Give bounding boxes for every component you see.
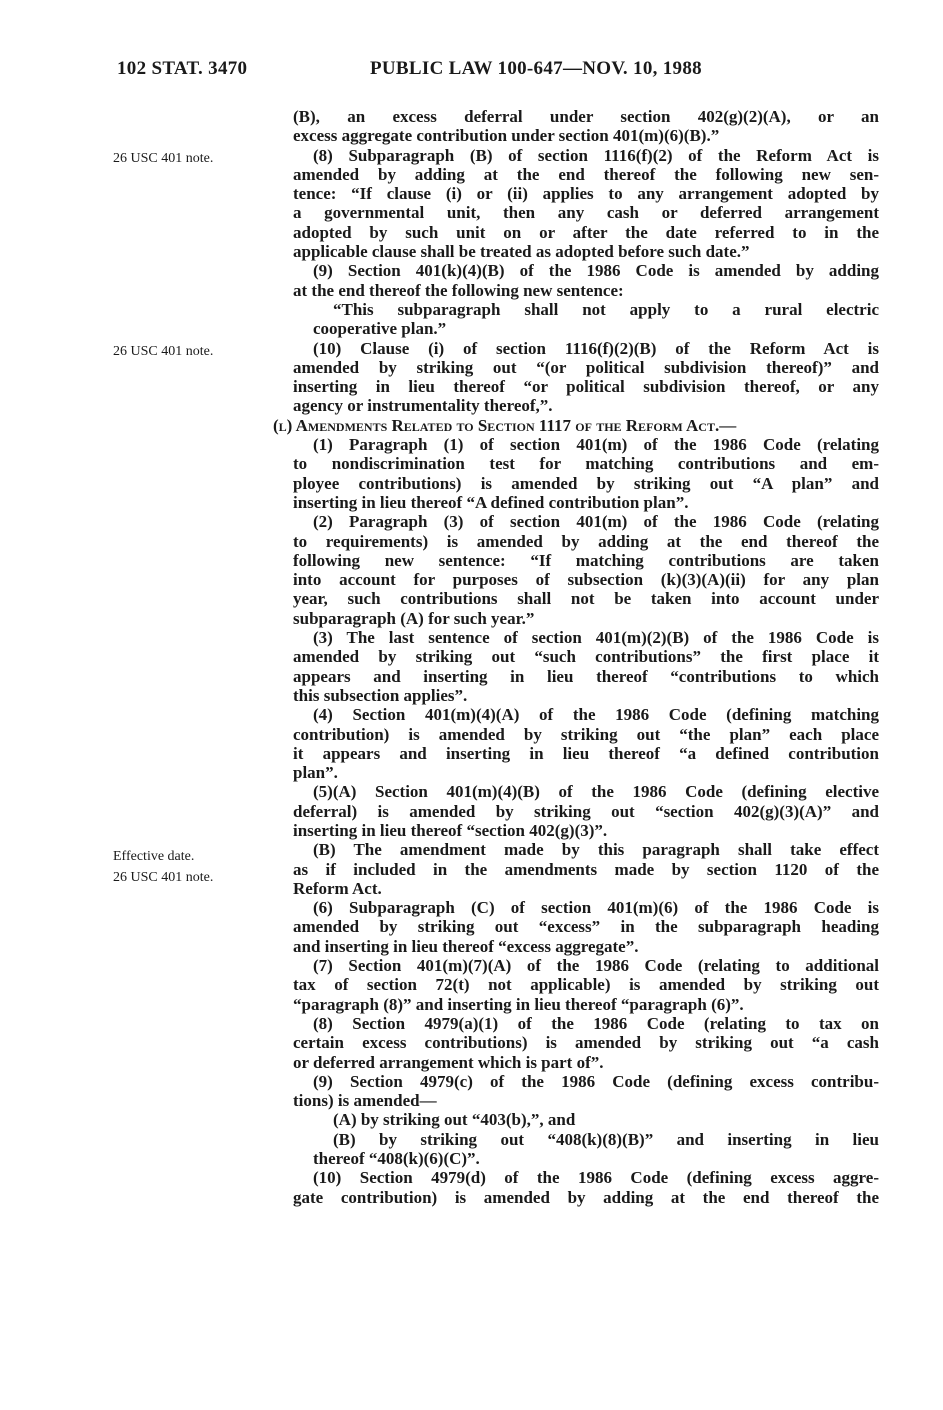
text-line: (A) by striking out “403(b),”, and bbox=[333, 1110, 576, 1130]
text-line: contribution) is amended by striking out “the plan” each place bbox=[293, 724, 879, 744]
text-line: “paragraph (8)” and inserting in lieu thereof “paragraph (6)”. bbox=[293, 994, 744, 1014]
text-line: tence: “If clause (i) or (ii) applies to any arrangement adopted by bbox=[293, 184, 879, 204]
text-line: year, such contributions shall not be taken into account under bbox=[293, 589, 879, 609]
text-line: (3) The last sentence of section 401(m)(2)(B) of the 1986 Code is bbox=[313, 628, 879, 648]
text-line: ployee contributions) is amended by striking out “A plan” and bbox=[293, 473, 879, 493]
margin-note-usc: 26 USC 401 note. bbox=[113, 344, 214, 359]
text-line: (9) Section 401(k)(4)(B) of the 1986 Code is amended by adding bbox=[313, 261, 879, 281]
text-line: (10) Section 4979(d) of the 1986 Code (defining excess aggre- bbox=[313, 1168, 879, 1188]
text-line: (9) Section 4979(c) of the 1986 Code (defining excess contribu- bbox=[313, 1071, 879, 1091]
text-line: (4) Section 401(m)(4)(A) of the 1986 Code (defining matching bbox=[313, 705, 879, 725]
text-line: (6) Subparagraph (C) of section 401(m)(6) of the 1986 Code is bbox=[313, 898, 879, 918]
margin-note-usc: 26 USC 401 note. bbox=[113, 151, 214, 166]
text-line: at the end thereof the following new sentence: bbox=[293, 280, 624, 300]
text-line: appears and inserting in lieu thereof “contributions to which bbox=[293, 666, 879, 686]
text-line: (8) Subparagraph (B) of section 1116(f)(2) of the Reform Act is bbox=[313, 145, 879, 165]
text-line: plan”. bbox=[293, 763, 338, 783]
text-line: inserting in lieu thereof “A defined contribution plan”. bbox=[293, 492, 689, 512]
text-line: thereof “408(k)(6)(C)”. bbox=[313, 1149, 480, 1169]
text-line: Reform Act. bbox=[293, 878, 382, 898]
text-line: to requirements) is amended by adding at the end thereof the bbox=[293, 531, 879, 551]
text-line: a governmental unit, then any cash or deferred arrangement bbox=[293, 203, 879, 223]
text-line: excess aggregate contribution under section 401(m)(6)(B).” bbox=[293, 126, 720, 146]
running-header-title: PUBLIC LAW 100-647—NOV. 10, 1988 bbox=[370, 58, 702, 79]
text-line: agency or instrumentality thereof,”. bbox=[293, 396, 553, 416]
text-line: cooperative plan.” bbox=[313, 319, 447, 339]
text-line: to nondiscrimination test for matching contributions and em- bbox=[293, 454, 879, 474]
text-line: inserting in lieu thereof “section 402(g)(3)”. bbox=[293, 820, 608, 840]
text-line: amended by striking out “excess” in the subparagraph heading bbox=[293, 917, 879, 937]
text-line: gate contribution) is amended by adding at the end thereof the bbox=[293, 1187, 879, 1207]
text-line: (B) The amendment made by this paragraph shall take effect bbox=[313, 840, 879, 860]
text-line: amended by adding at the end thereof the following new sen- bbox=[293, 164, 879, 184]
text-line: (B) by striking out “408(k)(8)(B)” and inserting in lieu bbox=[333, 1129, 879, 1149]
text-line: amended by striking out “(or political subdivision thereof)” and bbox=[293, 357, 879, 377]
text-line: (7) Section 401(m)(7)(A) of the 1986 Code (relating to additional bbox=[313, 956, 879, 976]
section-heading: (l) Amendments Related to Section 1117 of the Reform Act.— bbox=[273, 415, 737, 435]
margin-note-effective-date: Effective date. bbox=[113, 849, 195, 864]
text-line: subparagraph (A) for such year.” bbox=[293, 608, 535, 628]
text-line: certain excess contributions) is amended by striking out “a cash bbox=[293, 1033, 879, 1053]
margin-note-usc: 26 USC 401 note. bbox=[113, 870, 214, 885]
text-line: amended by striking out “such contributions” the first place it bbox=[293, 647, 879, 667]
text-line: inserting in lieu thereof “or political subdivision thereof, or any bbox=[293, 377, 879, 397]
text-line: (8) Section 4979(a)(1) of the 1986 Code (relating to tax on bbox=[313, 1013, 879, 1033]
text-line: following new sentence: “If matching contributions are taken bbox=[293, 550, 879, 570]
text-line: into account for purposes of subsection (k)(3)(A)(ii) for any plan bbox=[293, 570, 879, 590]
text-line: tions) is amended— bbox=[293, 1091, 437, 1111]
text-line: tax of section 72(t) not applicable) is amended by striking out bbox=[293, 975, 879, 995]
text-line: or deferred arrangement which is part of”. bbox=[293, 1052, 604, 1072]
text-line: (2) Paragraph (3) of section 401(m) of the 1986 Code (relating bbox=[313, 512, 879, 532]
text-line: this subsection applies”. bbox=[293, 685, 468, 705]
text-line: (B), an excess deferral under section 402(g)(2)(A), or an bbox=[293, 107, 879, 126]
text-line: applicable clause shall be treated as adopted before such date.” bbox=[293, 242, 750, 262]
stat-page-number: 102 STAT. 3470 bbox=[117, 58, 248, 79]
text-line: deferral) is amended by striking out “section 402(g)(3)(A)” and bbox=[293, 801, 879, 821]
body-text bbox=[273, 107, 879, 1207]
text-line: it appears and inserting in lieu thereof “a defined contribution bbox=[293, 743, 879, 763]
text-line: as if included in the amendments made by section 1120 of the bbox=[293, 859, 879, 879]
text-line: adopted by such unit on or after the date referred to in the bbox=[293, 222, 879, 242]
text-line: (1) Paragraph (1) of section 401(m) of the 1986 Code (relating bbox=[313, 435, 879, 455]
text-line: “This subparagraph shall not apply to a rural electric bbox=[333, 299, 879, 319]
text-line: and inserting in lieu thereof “excess aggregate”. bbox=[293, 936, 639, 956]
text-line: (5)(A) Section 401(m)(4)(B) of the 1986 Code (defining elective bbox=[313, 782, 879, 802]
text-line: (10) Clause (i) of section 1116(f)(2)(B) of the Reform Act is bbox=[313, 338, 879, 358]
